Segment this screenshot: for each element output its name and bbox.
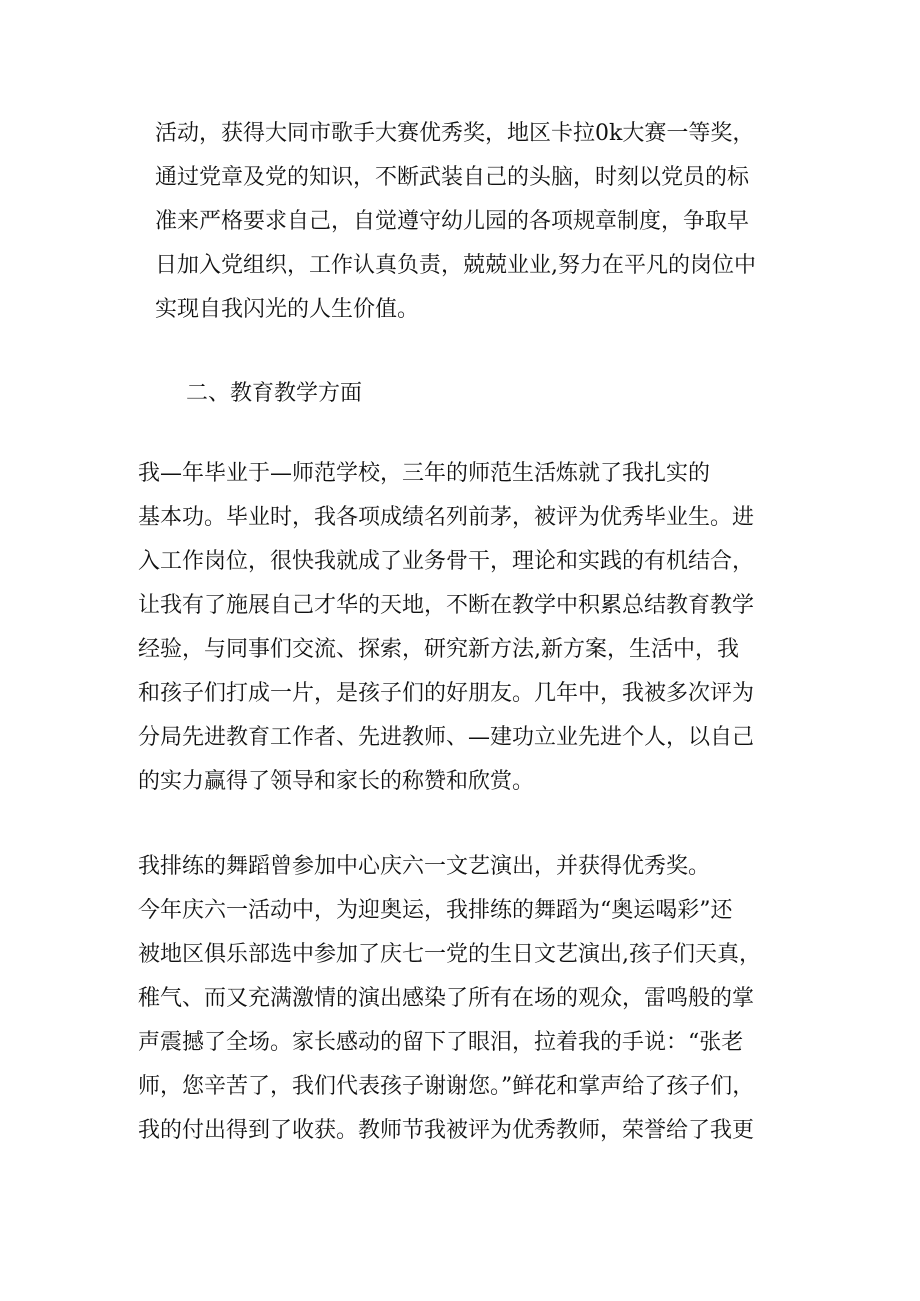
text-line: 经验，与同事们交流、探索，研究新方法,新方案，生活中，我 [138, 637, 739, 662]
text-line: 师，您辛苦了，我们代表孩子谢谢您。”鲜花和掌声给了孩子们， [138, 1074, 755, 1099]
section-heading [186, 372, 362, 416]
heading-text: 二、教育教学方面 [186, 381, 363, 406]
text-line: 通过党章及党的知识，不断武装自己的头脑，时刻以党员的标 [155, 165, 750, 190]
text-line: 基本功。毕业时，我各项成绩名列前茅，被评为优秀毕业生。进 [138, 505, 755, 530]
paragraph-dance-performance [138, 845, 761, 1153]
text-line: 入工作岗位，很快我就成了业务骨干，理论和实践的有机结合， [138, 549, 755, 574]
text-line: 准来严格要求自己，自觉遵守幼儿园的各项规章制度，争取早 [155, 209, 750, 234]
text-line: 我排练的舞蹈曾参加中心庆六一文艺演出，并获得优秀奖。 [138, 854, 711, 879]
paragraph-party-activities [155, 112, 756, 332]
text-line: 的实力赢得了领导和家长的称赞和欣赏。 [138, 769, 535, 794]
text-line: 稚气、而又充满激情的演出感染了所有在场的观众，雷鸣般的掌 [138, 986, 755, 1011]
paragraph-education-background [138, 452, 754, 804]
text-line: 被地区俱乐部选中参加了庆七一党的生日文艺演出,孩子们天真， [138, 942, 761, 967]
text-line: 让我有了施展自己才华的天地，不断在教学中积累总结教育教学 [138, 593, 755, 618]
text-line: 声震撼了全场。家长感动的留下了眼泪，拉着我的手说：“张老 [138, 1030, 744, 1055]
text-line: 活动，获得大同市歌手大赛优秀奖，地区卡拉0k大赛一等奖， [155, 121, 755, 146]
text-line: 我—年毕业于—师范学校，三年的师范生活炼就了我扎实的 [138, 461, 711, 486]
text-line: 我的付出得到了收获。教师节我被评为优秀教师，荣誉给了我更 [138, 1118, 755, 1143]
text-line: 今年庆六一活动中，为迎奥运，我排练的舞蹈为“奥运喝彩”还 [138, 898, 733, 923]
text-line: 日加入党组织，工作认真负责，兢兢业业,努力在平凡的岗位中 [155, 253, 756, 278]
text-line: 分局先进教育工作者、先进教师、—建功立业先进个人，以自己 [138, 725, 755, 750]
text-line: 实现自我闪光的人生价值。 [155, 297, 420, 322]
text-line: 和孩子们打成一片，是孩子们的好朋友。几年中，我被多次评为 [138, 681, 755, 706]
